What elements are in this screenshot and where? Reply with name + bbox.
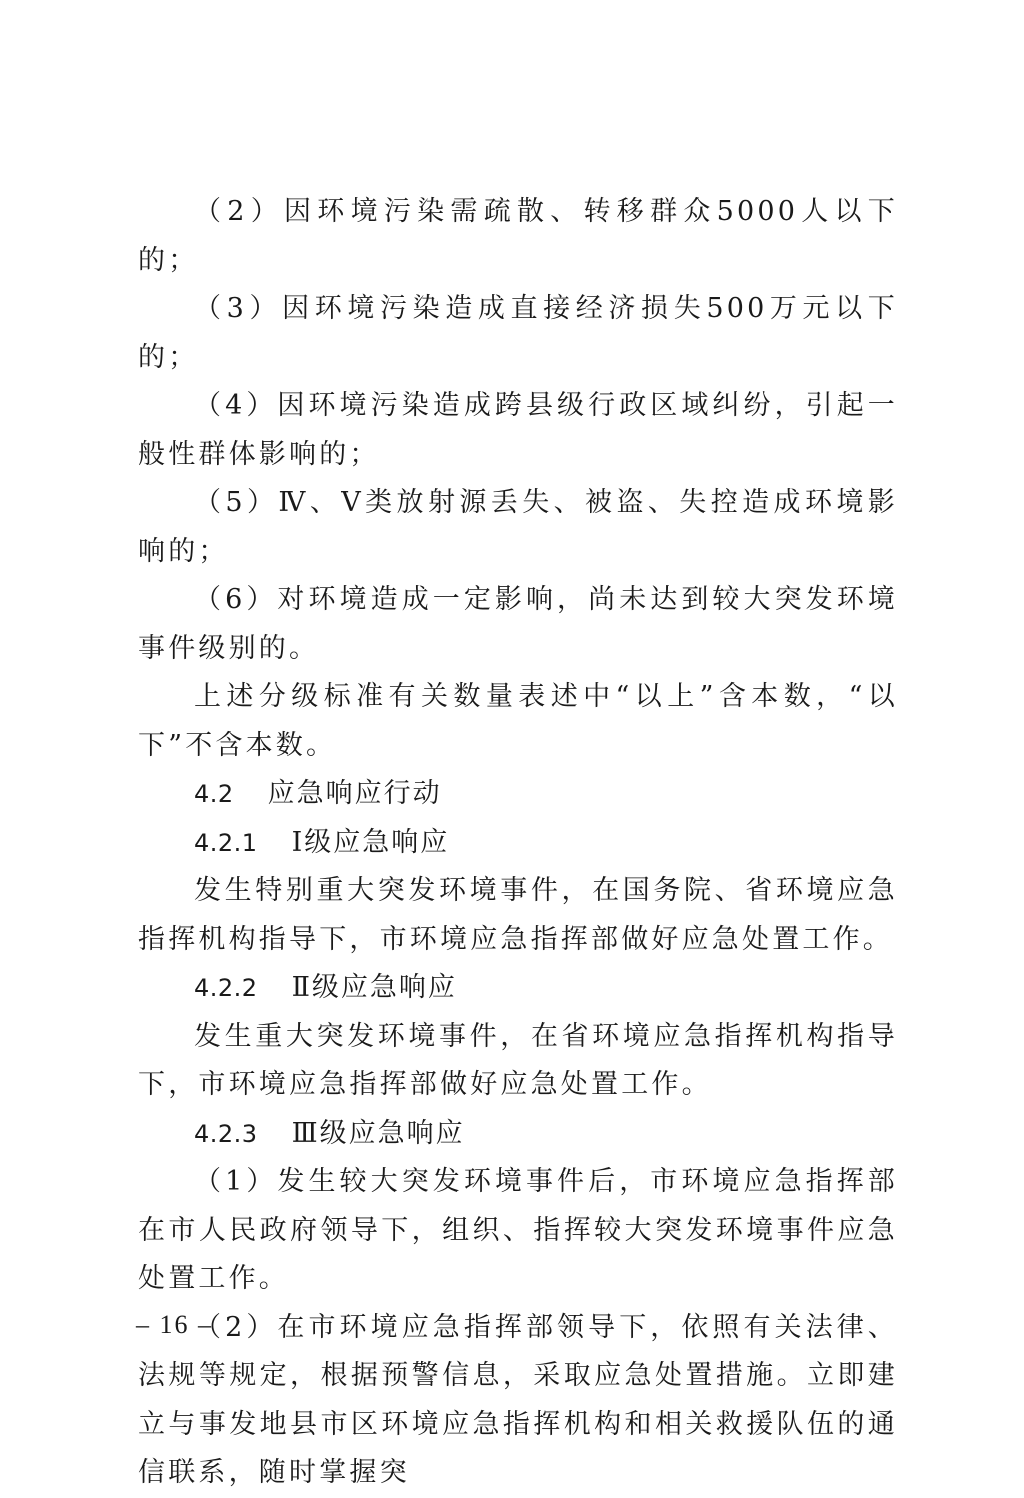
paragraph-item-4: （4）因环境污染造成跨县级行政区域纠纷，引起一般性群体影响的； bbox=[138, 390, 898, 470]
section-number: 4.2 bbox=[194, 780, 234, 808]
section-number: 4.2.1 bbox=[194, 828, 258, 857]
paragraph-item-5: （5）Ⅳ、Ⅴ类放射源丢失、被盗、失控造成环境影响的； bbox=[138, 487, 898, 567]
section-heading-4-2 bbox=[138, 770, 898, 819]
section-heading-4-2-3 bbox=[138, 1110, 898, 1159]
section-title: Ⅲ级应急响应 bbox=[291, 1117, 465, 1149]
paragraph-item-2: （2）因环境污染需疏散、转移群众5000人以下的； bbox=[138, 196, 898, 276]
section-4-2-1-body: 发生特别重大突发环境事件，在国务院、省环境应急指挥机构指导下，市环境应急指挥部做好应急处置工作。 bbox=[138, 875, 898, 955]
page-number: – 16 – bbox=[136, 1310, 213, 1339]
section-heading-4-2-1 bbox=[138, 819, 898, 868]
section-4-2-3-item-1: （1）发生较大突发环境事件后，市环境应急指挥部在市人民政府领导下，组织、指挥较大突发环境事件应急处置工作。 bbox=[138, 1166, 898, 1294]
section-4-2-2-body: 发生重大突发环境事件，在省环境应急指挥机构指导下，市环境应急指挥部做好应急处置工作。 bbox=[138, 1020, 898, 1100]
document-body bbox=[138, 188, 898, 1498]
paragraph-item-6: （6）对环境造成一定影响，尚未达到较大突发环境事件级别的。 bbox=[138, 584, 898, 664]
paragraph-quantity-note: 上述分级标准有关数量表述中“以上”含本数，“以下”不含本数。 bbox=[138, 681, 898, 761]
section-title: Ⅰ级应急响应 bbox=[291, 826, 450, 858]
section-title: 应急响应行动 bbox=[267, 778, 442, 809]
section-number: 4.2.3 bbox=[194, 1119, 258, 1148]
paragraph-item-3: （3）因环境污染造成直接经济损失500万元以下的； bbox=[138, 293, 898, 373]
section-heading-4-2-2 bbox=[138, 964, 898, 1013]
section-number: 4.2.2 bbox=[194, 974, 258, 1002]
section-4-2-3-item-2: （2）在市环境应急指挥部领导下，依照有关法律、法规等规定，根据预警信息，采取应急处置措施。立即建立与事发地县市区环境应急指挥机构和相关救援队伍的通信联系，随时掌握突 bbox=[138, 1311, 898, 1488]
section-title: Ⅱ级应急响应 bbox=[291, 972, 457, 1003]
